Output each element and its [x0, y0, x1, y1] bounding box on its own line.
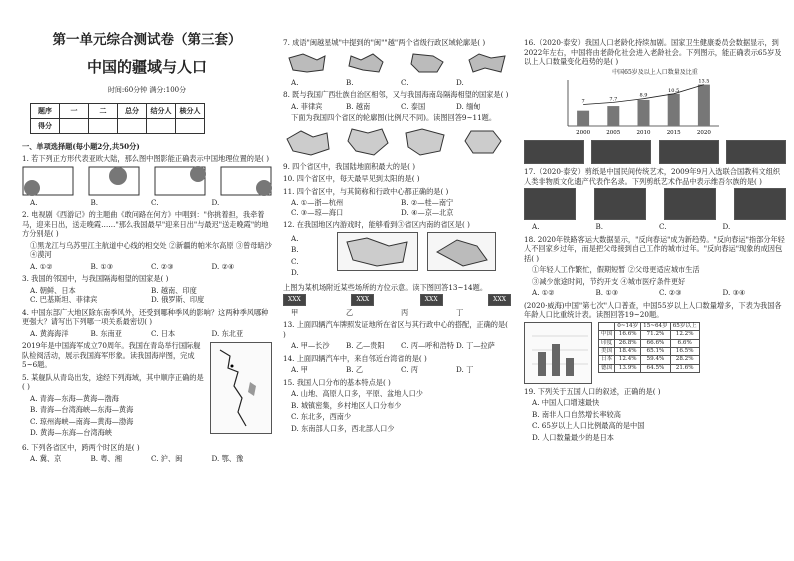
option[interactable]: C.	[401, 77, 409, 87]
x-tick-label: 2010	[636, 130, 651, 137]
coast-block	[22, 338, 272, 440]
province-outline-3	[400, 125, 452, 159]
license-plates	[283, 294, 511, 306]
table-cell: 德国	[599, 364, 615, 372]
option[interactable]: A. ①—浙—杭州	[291, 198, 344, 207]
table-cell: 65.1%	[641, 348, 671, 356]
question-15: 15. 我国人口分布的基本特点是( )	[283, 377, 391, 387]
table-cell: 中国	[599, 331, 615, 339]
table-row	[599, 348, 700, 356]
question-10: 10. 四个省区中，每天最早见到太阳的是( )	[283, 174, 420, 183]
option[interactable]: A.	[532, 222, 540, 232]
plate-tag: 乙	[346, 307, 354, 317]
q6-options	[22, 454, 272, 464]
province-outline-d	[463, 50, 511, 76]
score-cell[interactable]	[118, 118, 147, 133]
table-cell: 71.2%	[641, 331, 671, 339]
score-head: 一	[60, 103, 89, 118]
table-row	[599, 331, 700, 339]
section-heading: 一、单项选择题(每小题2分,共50分)	[22, 141, 140, 151]
option[interactable]: D.	[211, 197, 220, 207]
option[interactable]: B. 乙—贵阳	[346, 341, 385, 351]
exam-meta: 时间:60分钟 满分:100分	[107, 85, 187, 94]
q1-figures	[22, 166, 272, 196]
question-7: 7. 成语"闽越星城"中提到的"闽""越"两个省级行政区域轮廓是( )	[283, 38, 486, 47]
q3-options-2	[22, 295, 272, 305]
option[interactable]: B.	[90, 197, 99, 207]
option[interactable]: C. 日本	[151, 328, 176, 338]
q1-option-c-figure	[154, 166, 206, 196]
table-cell: 66.6%	[641, 339, 671, 347]
age-data-block	[524, 322, 786, 384]
q2-options	[22, 262, 272, 272]
province-outline-c	[403, 50, 451, 76]
q1-options	[22, 198, 272, 208]
column-right	[524, 0, 786, 561]
four-provinces-figure	[283, 125, 511, 159]
table-cell: 64.5%	[641, 364, 671, 372]
data-label: 7.7	[609, 96, 618, 103]
option[interactable]: B. 越南、印度	[151, 285, 197, 295]
option[interactable]: D. 人口数量最少的是日本	[532, 432, 614, 442]
table-cell: 日本	[599, 356, 615, 364]
score-cell[interactable]	[176, 118, 205, 133]
table-cell: 6.6%	[670, 339, 699, 347]
license-plate: XXX	[420, 294, 443, 306]
page-title: 第一单元综合测试卷（第三套）	[52, 32, 242, 48]
province-outline-1	[283, 125, 335, 159]
table-cell: 28.2%	[670, 356, 699, 364]
option[interactable]: A.	[30, 197, 38, 207]
q2-statements: ①黑龙江与乌苏里江主航道中心线的相交处 ②新疆的帕米尔高原 ③曾母暗沙 ④漠河	[30, 240, 272, 260]
q1-option-d-figure	[220, 166, 272, 196]
score-cell[interactable]	[89, 118, 118, 133]
x-tick-label: 2000	[576, 130, 591, 137]
option[interactable]: A. 甲	[291, 365, 308, 375]
option[interactable]: A. ①②	[532, 288, 555, 298]
score-head: 总分	[118, 103, 147, 118]
option[interactable]: B.	[346, 77, 354, 87]
option[interactable]: C. 沪、闽	[151, 454, 183, 464]
option[interactable]: C. ③—琼—海口	[291, 207, 344, 217]
age-table	[598, 322, 700, 373]
q3-options-1	[22, 286, 272, 296]
q13-options	[283, 341, 511, 351]
option[interactable]: C. 琼州海峡—南海—黄海—渤海	[30, 416, 134, 426]
column-middle	[283, 0, 511, 561]
score-table	[30, 103, 205, 134]
option[interactable]: C. 巴基斯坦、菲律宾	[30, 295, 98, 305]
option[interactable]: D.	[722, 222, 731, 232]
option[interactable]: C. ②③	[659, 288, 682, 298]
option[interactable]: B. 青海—台湾海峡—东海—黄海	[30, 405, 134, 415]
q1-option-b-figure	[88, 166, 140, 196]
option-a-image[interactable]	[524, 140, 584, 164]
column-left	[22, 0, 272, 561]
option[interactable]: C.	[151, 197, 159, 207]
question-17: 17.（2020·泰安）剪纸是中国民间传统艺术，2009年9月入选联合国教科文组织人类非物质文化遗产代表作名录。下列剪纸艺术作品中表示维吾尔族的是( )	[524, 167, 781, 186]
option[interactable]: C. 泰国	[401, 101, 426, 111]
option[interactable]: D. 俄罗斯、印度	[151, 295, 205, 305]
option[interactable]: A. 青海—东海—黄海—渤海	[30, 393, 119, 403]
score-head: 核分人	[176, 103, 205, 118]
option[interactable]: C.	[291, 256, 299, 266]
option[interactable]: A.	[291, 233, 299, 243]
option[interactable]: C. ②③	[151, 261, 174, 271]
score-label: 得分	[31, 118, 60, 133]
table-cell: 59.4%	[641, 356, 671, 364]
table-cell: 美国	[599, 348, 615, 356]
score-cell[interactable]	[147, 118, 176, 133]
question-2: 2. 电视剧《西游记》的主题曲《敢问路在何方》中唱到："你挑着担，我牵着马，迎来日出，送走晚霞……"那么我国最早"迎来日出"与最迟"送走晚霞"的地方分别是( )	[22, 210, 269, 239]
option[interactable]: A. 甲—长沙	[291, 341, 330, 351]
question-18: 18. 2020年铁路客运大数据显示，"反向春运"成为新趋势。"反向春运"指部分年轻人不回家乡过年，而是把父母接到自己工作的城市过年。"反向春运"现象的成因包括( )	[524, 234, 785, 263]
option[interactable]: B. ①③	[595, 288, 619, 298]
option[interactable]: B. 东南亚	[90, 328, 122, 338]
data-label: 10.5	[668, 88, 680, 95]
option[interactable]: B.	[595, 222, 604, 232]
papercut-image[interactable]	[524, 188, 576, 220]
option[interactable]: D. 丁	[456, 365, 474, 375]
province-outline-a	[283, 50, 331, 76]
option[interactable]: B. 越南	[346, 101, 371, 111]
q4-options	[22, 329, 272, 339]
table-cell: 18.4%	[615, 348, 641, 356]
option[interactable]: C. 丙—呼和浩特	[401, 341, 454, 351]
q12-figure-row	[283, 232, 511, 280]
option[interactable]: B. ②—桂—南宁	[401, 198, 454, 207]
table-cell: 16.6%	[615, 331, 641, 339]
score-head: 题序	[31, 103, 60, 118]
q12-options-column	[283, 232, 331, 280]
papercut-image[interactable]	[594, 188, 646, 220]
chart-bar	[577, 111, 589, 126]
province-outline-b	[343, 50, 391, 76]
option[interactable]: D. 鄂、豫	[211, 454, 244, 464]
table-row	[599, 364, 700, 372]
chart-bar	[668, 94, 680, 126]
option[interactable]: D.	[291, 268, 299, 277]
question-4: 4. 中国东部广大地区除东南季风外，还受到哪种季风的影响？这两种季风哪种更强大？请写出下列哪一项关系最密切( )	[22, 307, 269, 327]
age-chart	[524, 322, 592, 384]
q8-options	[283, 102, 511, 112]
q14-options	[283, 365, 511, 375]
option[interactable]: A. 菲律宾	[291, 101, 323, 111]
chart-bar	[607, 106, 619, 126]
option[interactable]: A.	[291, 77, 299, 87]
chart-bar	[638, 100, 650, 126]
table-header: 0~14岁	[615, 322, 641, 330]
chart-bar	[698, 85, 710, 126]
table-row	[599, 356, 700, 364]
province-outline-4	[459, 125, 511, 159]
q18-statements: ③减少旅途时间，节约开支 ④城市医疗条件更好	[532, 276, 686, 286]
question-9: 9. 四个省区中，我国陆地面积最大的是( )	[283, 161, 416, 171]
option[interactable]: A. 黄海海洋	[30, 328, 69, 338]
data-label: 8.9	[639, 93, 648, 100]
x-tick-label: 2020	[696, 130, 711, 137]
option[interactable]: B. 乙	[346, 365, 364, 375]
option[interactable]: C. 东北多，西南少	[291, 412, 352, 422]
plate-tag: 丁	[456, 307, 464, 317]
option[interactable]: D. 东南部人口多，西北部人口少	[291, 423, 395, 433]
question-14: 14. 上面四辆汽车中，来自邻近台湾省的是( )	[283, 353, 427, 363]
papercut-figures	[524, 188, 786, 220]
q18-statements: ①年轻人工作繁忙，假期短暂 ②父母更适应城市生活	[532, 265, 700, 275]
q1-option-a-figure	[22, 166, 74, 196]
option[interactable]: D. ②④	[211, 261, 235, 271]
papercut-image[interactable]	[664, 188, 716, 220]
question-19: 19. 下列关于五国人口的叙述，正确的是( )	[524, 386, 661, 396]
option[interactable]: B. 南非人口自然增长率较高	[532, 409, 621, 419]
question-12: 12. 在我国地区内游戏时，能够看到③省区内南的省区是( )	[283, 220, 470, 229]
option[interactable]: C.	[659, 222, 667, 232]
option[interactable]: D. 缅甸	[456, 101, 481, 111]
question-6: 6. 下列各省区中，跨两个时区的是( )	[22, 442, 140, 452]
question-5: 5. 某舰队从青岛出发，途经下列海域，其中顺序正确的是( )	[22, 372, 204, 392]
option-c-image[interactable]	[659, 140, 719, 164]
license-plate: XXX	[283, 294, 306, 306]
table-cell: 13.9%	[615, 364, 641, 372]
reading-note: 2019年是中国海军成立70周年。我国在青岛举行国际舰队检阅活动，展示我国海军形象。读我国海岸图，完成5~6题。	[22, 341, 201, 370]
option[interactable]: D. ④—京—北京	[401, 207, 454, 217]
question-8: 8. 既与我国广西壮族自治区相邻，又与我国海南岛隔海相望的国家是( )	[283, 90, 509, 99]
province-outline-2	[342, 125, 394, 159]
plate-tag: 甲	[291, 307, 299, 317]
table-header: 15~64岁	[641, 322, 671, 330]
table-header: 65岁以上	[670, 322, 699, 330]
option[interactable]: D.	[456, 77, 464, 87]
papercut-image[interactable]	[734, 188, 786, 220]
option[interactable]: B. 城镇密集，乡村地区人口分布少	[291, 400, 402, 410]
option[interactable]: D. 黄海—东海—台湾海峡	[30, 428, 112, 438]
table-cell: 12.4%	[615, 356, 641, 364]
table-cell: 16.5%	[670, 348, 699, 356]
page-subtitle: 中国的疆域与人口	[86, 57, 207, 76]
option[interactable]: C. 丙	[401, 365, 418, 375]
q12-map-figure	[337, 232, 497, 272]
question-3: 3. 我国的邻国中，与我国隔海相望的国家是( )	[22, 274, 169, 284]
q18-options	[524, 288, 786, 298]
q17-options	[524, 222, 786, 232]
option-d-image[interactable]	[726, 140, 786, 164]
option[interactable]: B. ①③	[90, 261, 114, 271]
q7-options	[283, 78, 511, 88]
license-plate: XXX	[351, 294, 374, 306]
score-head: 结分人	[147, 103, 176, 118]
score-head: 二	[89, 103, 118, 118]
plate-tag: 丙	[401, 307, 409, 317]
table-cell: 12.2%	[670, 331, 699, 339]
population-chart	[554, 76, 724, 138]
q11-options-2	[283, 208, 511, 218]
score-cell[interactable]	[60, 118, 89, 133]
table-cell: 26.8%	[615, 339, 641, 347]
table-cell: 印度	[599, 339, 615, 347]
data-label: 13.5	[698, 79, 710, 86]
option[interactable]: D. 丁—拉萨	[456, 341, 495, 351]
table-row	[599, 339, 700, 347]
question-13: 13. 上面四辆汽车牌照发证地所在省区与其行政中心的搭配，正确的是( )	[283, 320, 508, 339]
option-b-image[interactable]	[591, 140, 651, 164]
question-11: 11. 四个省区中，与其简称和行政中心都正确的是( )	[283, 186, 449, 196]
option[interactable]: D. ③④	[722, 288, 746, 298]
reading-note: 上图为某机场附近某些场所的方位示意。读下图回答13~14题。	[283, 282, 488, 292]
question-16: 16.（2020·泰安）我国人口老龄化持续加剧。国家卫生健康委员会数据显示，到2022年左右，中国将由老龄化社会进入老龄社会。下列图示，能正确表示65岁及以上人口数量变化趋势的是( )	[524, 38, 782, 66]
x-tick-label: 2005	[606, 130, 621, 137]
question-1: 1. 若下列正方形代表亚欧大陆，那么图中图影能正确表示中国地理位置的是( )	[22, 154, 270, 164]
option[interactable]: B.	[291, 245, 299, 254]
option[interactable]: C. 65岁以上人口比例最高的是中国	[532, 421, 645, 431]
coastline-map	[210, 342, 272, 434]
option[interactable]: A. 山地、高原人口多，平原、盆地人口少	[291, 389, 423, 399]
table-cell: 21.6%	[670, 364, 699, 372]
q7-figures	[283, 50, 511, 76]
reading-note: (2020·威海)中国"第七次"人口普查，中国55岁以上人口数量增多，下表为我国各年龄人口比重统计表。读图回答19~20题。	[524, 300, 782, 320]
chart-title: 中国65岁及以上人口数量及比重	[612, 68, 698, 76]
data-label: 7	[581, 98, 585, 105]
plate-tags	[283, 308, 511, 318]
option[interactable]: A. ①②	[30, 261, 53, 271]
q16-options-figures	[524, 140, 786, 164]
table-header	[599, 322, 615, 330]
x-tick-label: 2015	[666, 130, 681, 137]
reading-note: 下面为我国四个省区的轮廓图(比例尺不同)。读图回答9~11题。	[291, 113, 497, 122]
option[interactable]: D. 东北亚	[211, 328, 244, 338]
option[interactable]: B. 粤、湘	[90, 454, 122, 464]
license-plate: XXX	[488, 294, 511, 306]
q11-options-1	[283, 198, 511, 208]
option[interactable]: A. 朝鲜、日本	[30, 285, 76, 295]
option[interactable]: A. 中国人口增速最快	[532, 398, 600, 408]
option[interactable]: A. 冀、京	[30, 454, 62, 464]
